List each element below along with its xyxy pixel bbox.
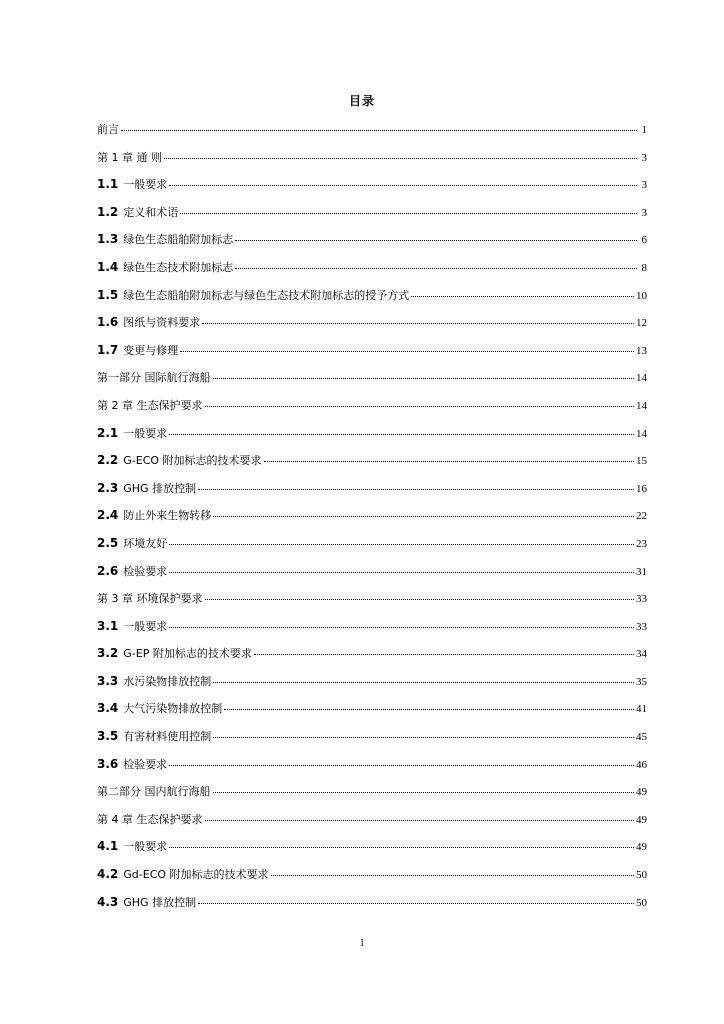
toc-entry-page: 12 [636,317,647,330]
toc-entry-page: 34 [636,648,647,661]
toc-entry[interactable] [97,337,647,365]
dot-leader [213,377,635,379]
toc-entry-number: 1.4 [97,259,119,274]
toc-entry[interactable] [97,585,647,613]
dot-leader [169,543,634,545]
toc-entry-title: 绿色生态船舶附加标志与绿色生态技术附加标志的授予方式 [123,288,410,302]
dot-leader [213,515,634,517]
toc-entry-number: 3.5 [97,729,119,744]
toc-entry-number: 3.4 [97,701,119,716]
dot-leader [169,184,637,186]
toc-entry-number: 1.2 [97,204,119,219]
toc-entry-page: 6 [641,234,647,247]
toc-entry-title: 绿色生态船舶附加标志 [123,233,234,247]
dot-leader [169,626,634,628]
toc-entry[interactable] [97,806,647,834]
toc-entry-page: 41 [636,703,647,716]
toc-entry-page: 10 [636,289,647,302]
toc-entry-number: 3.6 [97,756,119,771]
toc-entry-page: 15 [636,455,647,468]
toc-entry[interactable] [97,116,647,144]
toc-entry-page: 13 [636,344,647,357]
toc-entry-title: 变更与修理 [123,343,179,357]
toc-entry-page: 14 [636,427,647,440]
dot-leader [169,433,634,435]
toc-entry[interactable] [97,282,647,310]
toc-entry-number: 3.2 [97,646,119,661]
toc-entry-title: G-EP 附加标志的技术要求 [123,647,252,661]
dot-leader [202,322,634,324]
toc-entry[interactable] [97,668,647,696]
toc-entry[interactable] [97,640,647,668]
toc-entry-title: G-ECO 附加标志的技术要求 [123,454,262,468]
dot-leader [224,708,634,710]
toc-entry[interactable] [97,889,647,917]
toc-entry-page: 45 [636,731,647,744]
toc-entry-number: 2.6 [97,563,119,578]
toc-entry-title: 定义和术语 [123,205,179,219]
toc-entry-page: 33 [636,593,647,606]
toc-entry-title: 第 2 章 生态保护要求 [97,398,203,412]
dot-leader [205,598,635,600]
toc-entry-page: 14 [636,372,647,385]
toc-entry-page: 33 [636,620,647,633]
toc-entry[interactable] [97,420,647,448]
toc-entry-title: 检验要求 [123,564,168,578]
toc-entry-page: 49 [636,786,647,799]
toc-entry-title: 环境友好 [123,536,168,550]
toc-entry-title: 第一部分 国际航行海船 [97,371,211,385]
toc-entry[interactable] [97,751,647,779]
toc-entry[interactable] [97,695,647,723]
toc-entry-page: 46 [636,758,647,771]
toc-entry-number: 2.5 [97,535,119,550]
toc-entry[interactable] [97,254,647,282]
dot-leader [164,157,637,159]
toc-entry-number: 3.1 [97,618,119,633]
toc-entry-page: 8 [641,261,647,274]
dot-leader [271,874,634,876]
toc-entry-number: 2.3 [97,480,119,495]
toc-entry[interactable] [97,723,647,751]
toc-entry-number: 1.1 [97,177,119,192]
dot-leader [121,129,637,131]
dot-leader [198,488,634,490]
toc-entry-title: GHG 排放控制 [123,895,197,909]
dot-leader [235,239,637,241]
toc-entry-title: 绿色生态技术附加标志 [123,260,234,274]
toc-entry[interactable] [97,861,647,889]
toc-entry-page: 50 [636,869,647,882]
toc-entry-page: 22 [636,510,647,523]
toc-entry-page: 31 [636,565,647,578]
page-title: 目录 [348,94,375,108]
toc-entry-title: 水污染物排放控制 [123,674,212,688]
toc-entry[interactable] [97,613,647,641]
dot-leader [180,212,637,214]
dot-leader [264,460,634,462]
toc-entry[interactable] [97,558,647,586]
dot-leader [411,295,634,297]
toc-entry-title: 一般要求 [123,619,168,633]
toc-entry-number: 3.3 [97,673,119,688]
toc-entry-page: 49 [636,813,647,826]
toc-entry-title: 前言 [97,123,119,136]
toc-entry-page: 50 [636,896,647,909]
toc-entry-title: 图纸与资料要求 [123,316,201,330]
dot-leader [205,405,635,407]
toc-entry-page: 1 [641,124,647,136]
toc-entry-page: 14 [636,399,647,412]
toc-entry-title: Gd-ECO 附加标志的技术要求 [123,868,269,882]
toc-entry-title: 大气污染物排放控制 [123,702,223,716]
toc-entry-page: 35 [636,675,647,688]
toc-entry-title: 检验要求 [123,757,168,771]
page-number: 1 [359,938,365,949]
toc-entry[interactable] [97,199,647,227]
toc-entry-number: 4.1 [97,839,119,854]
toc-entry[interactable] [97,171,647,199]
toc-entry-page: 23 [636,537,647,550]
toc-entry-title: 防止外来生物转移 [123,509,212,523]
table-of-contents [97,116,647,916]
toc-entry-page: 49 [636,841,647,854]
toc-entry-number: 2.1 [97,425,119,440]
toc-entry-number: 4.2 [97,867,119,882]
dot-leader [213,681,634,683]
dot-leader [169,571,634,573]
toc-entry-number: 1.6 [97,315,119,330]
toc-entry-page: 3 [641,151,647,164]
dot-leader [198,902,634,904]
toc-entry-number: 1.5 [97,287,119,302]
toc-entry-page: 3 [641,179,647,192]
toc-entry-title: 一般要求 [123,840,168,854]
toc-entry-number: 1.3 [97,232,119,247]
toc-entry[interactable] [97,144,647,172]
toc-entry[interactable] [97,226,647,254]
toc-entry-title: GHG 排放控制 [123,481,197,495]
toc-entry[interactable] [97,309,647,337]
toc-entry-title: 一般要求 [123,426,168,440]
toc-entry[interactable] [97,447,647,475]
toc-entry-number: 2.4 [97,508,119,523]
toc-entry-title: 第 1 章 通 则 [97,150,162,164]
toc-entry[interactable] [97,392,647,420]
toc-entry-number: 4.3 [97,894,119,909]
dot-leader [169,764,634,766]
toc-entry-title: 有害材料使用控制 [123,730,212,744]
dot-leader [205,819,635,821]
toc-entry-number: 2.2 [97,453,119,468]
toc-entry-page: 16 [636,482,647,495]
toc-entry[interactable] [97,530,647,558]
dot-leader [254,653,634,655]
toc-entry[interactable] [97,502,647,530]
dot-leader [169,846,634,848]
toc-entry[interactable] [97,475,647,503]
dot-leader [180,350,634,352]
toc-entry-page: 3 [641,206,647,219]
toc-entry-title: 第二部分 国内航行海船 [97,785,211,799]
toc-entry-title: 一般要求 [123,178,168,192]
dot-leader [235,267,637,269]
toc-entry-title: 第 4 章 生态保护要求 [97,812,203,826]
toc-entry[interactable] [97,364,647,392]
dot-leader [213,736,634,738]
toc-entry[interactable] [97,833,647,861]
toc-entry-title: 第 3 章 环境保护要求 [97,592,203,606]
toc-entry[interactable] [97,778,647,806]
dot-leader [213,791,635,793]
toc-entry-number: 1.7 [97,342,119,357]
